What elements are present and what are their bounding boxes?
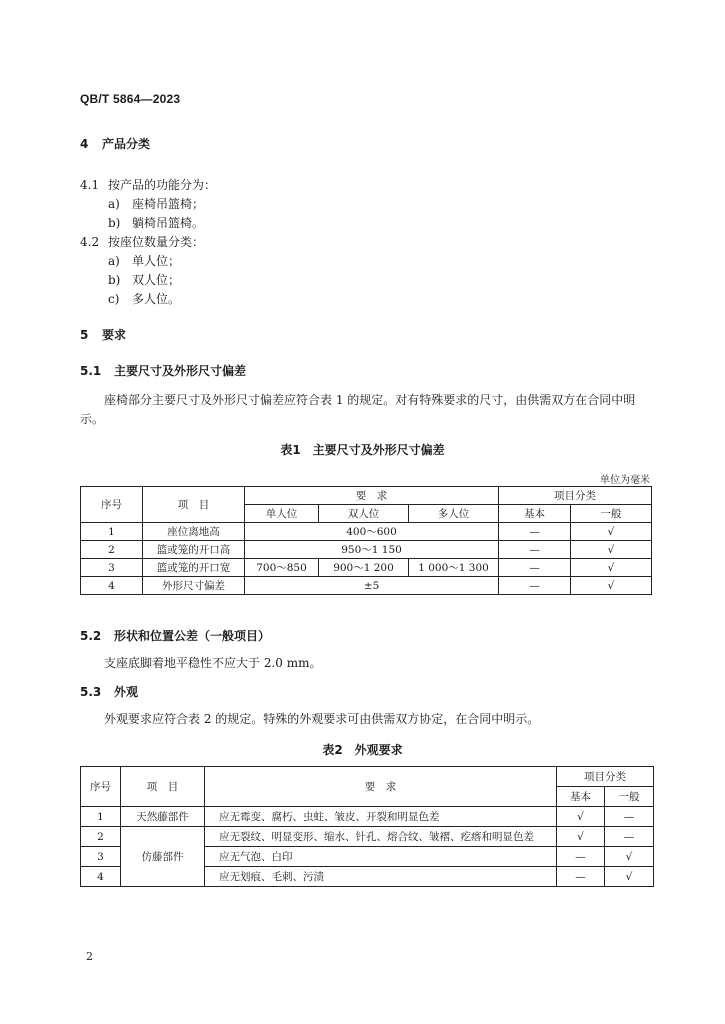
cell-requirement: 950～1 150 xyxy=(245,541,499,559)
cell-requirement: 应无裂纹、明显变形、缩水、针孔、熔合纹、皱褶、疙瘩和明显色差 xyxy=(205,827,557,847)
cell-requirement: 应无划痕、毛刺、污渍 xyxy=(205,867,557,887)
table-row xyxy=(81,523,652,541)
list-marker: c) xyxy=(108,292,120,306)
section-number: 5 xyxy=(80,328,89,342)
table-label: 表2 xyxy=(322,743,343,757)
cell-double: 900～1 200 xyxy=(319,559,409,577)
clause-title: 主要尺寸及外形尺寸偏差 xyxy=(114,364,247,378)
table-caption: 外观要求 xyxy=(354,743,403,757)
cell-item: 外形尺寸偏差 xyxy=(143,577,245,595)
header-basic: 基本 xyxy=(499,505,571,523)
cell-general: √ xyxy=(571,559,652,577)
header-general: 一般 xyxy=(605,787,654,807)
table-row xyxy=(81,827,654,847)
section-title: 产品分类 xyxy=(102,137,151,151)
header-general: 一般 xyxy=(571,505,652,523)
cell-seq: 2 xyxy=(81,827,121,847)
clause-text: 按座位数量分类： xyxy=(108,235,205,249)
cell-basic: √ xyxy=(557,807,605,827)
header-requirement: 要 求 xyxy=(245,487,499,505)
cell-basic: — xyxy=(499,559,571,577)
header-single: 单人位 xyxy=(245,505,319,523)
table-row xyxy=(81,807,654,827)
list-text: 躺椅吊篮椅。 xyxy=(132,216,205,230)
clause-text: 按产品的功能分为： xyxy=(108,178,217,192)
section-title: 要求 xyxy=(102,328,127,342)
clause-5-2-paragraph: 支座底脚着地平稳性不应大于 2.0 mm。 xyxy=(104,656,322,670)
header-category: 项目分类 xyxy=(499,487,652,505)
cell-basic: — xyxy=(557,847,605,867)
table-label: 表1 xyxy=(280,443,301,457)
clause-number: 5.1 xyxy=(80,364,102,378)
list-marker: a) xyxy=(108,254,120,268)
clause-number: 4.1 xyxy=(80,178,100,192)
cell-seq: 4 xyxy=(81,577,143,595)
cell-item: 篮或笼的开口宽 xyxy=(143,559,245,577)
header-seq: 序号 xyxy=(81,767,121,807)
cell-general: — xyxy=(605,827,654,847)
clause-5-3-paragraph: 外观要求应符合表 2 的规定。特殊的外观要求可由供需双方协定，在合同中明示。 xyxy=(104,712,540,726)
cell-basic: — xyxy=(557,867,605,887)
clause-5-1-heading xyxy=(80,363,246,379)
table-2-title xyxy=(0,741,725,758)
table-1-unit: 单位为毫米 xyxy=(600,475,650,486)
clause-title: 形状和位置公差（一般项目） xyxy=(114,629,271,643)
cell-basic: — xyxy=(499,541,571,559)
header-category: 项目分类 xyxy=(557,767,654,787)
list-item xyxy=(108,272,180,288)
cell-item: 天然藤部件 xyxy=(121,807,205,827)
cell-multi: 1 000～1 300 xyxy=(409,559,499,577)
clause-number: 5.2 xyxy=(80,629,102,643)
cell-seq: 1 xyxy=(81,523,143,541)
clause-number: 5.3 xyxy=(80,685,102,699)
cell-seq: 4 xyxy=(81,867,121,887)
table-row xyxy=(81,577,652,595)
standard-code: QB/T 5864—2023 xyxy=(80,92,181,106)
cell-requirement: ±5 xyxy=(245,577,499,595)
header-item: 项 目 xyxy=(143,487,245,523)
cell-general: √ xyxy=(571,541,652,559)
table-row xyxy=(81,559,652,577)
list-marker: b) xyxy=(108,216,121,230)
cell-requirement: 应无气泡、白印 xyxy=(205,847,557,867)
cell-general: — xyxy=(605,807,654,827)
list-text: 单人位； xyxy=(132,254,181,268)
cell-general: √ xyxy=(571,523,652,541)
clause-4-2 xyxy=(80,234,204,250)
clause-title: 外观 xyxy=(114,685,139,699)
header-double: 双人位 xyxy=(319,505,409,523)
clause-5-3-heading xyxy=(80,684,138,700)
header-item: 项 目 xyxy=(121,767,205,807)
list-text: 座椅吊篮椅； xyxy=(132,197,205,211)
cell-seq: 1 xyxy=(81,807,121,827)
table-header-row xyxy=(81,487,652,505)
list-marker: b) xyxy=(108,273,121,287)
cell-basic: √ xyxy=(557,827,605,847)
cell-item: 仿藤部件 xyxy=(121,827,205,887)
section-5-heading xyxy=(80,327,126,343)
cell-seq: 2 xyxy=(81,541,143,559)
clause-4-1 xyxy=(80,177,216,193)
list-text: 双人位； xyxy=(132,273,181,287)
cell-seq: 3 xyxy=(81,847,121,867)
list-item xyxy=(108,196,204,212)
table-1-title xyxy=(0,441,725,458)
header-basic: 基本 xyxy=(557,787,605,807)
cell-general: √ xyxy=(605,847,654,867)
header-multi: 多人位 xyxy=(409,505,499,523)
header-seq: 序号 xyxy=(81,487,143,523)
cell-basic: — xyxy=(499,523,571,541)
page-number: 2 xyxy=(86,950,93,963)
table-row xyxy=(81,541,652,559)
table-caption: 主要尺寸及外形尺寸偏差 xyxy=(312,443,445,457)
cell-requirement: 应无霉变、腐朽、虫蛀、皱皮、开裂和明显色差 xyxy=(205,807,557,827)
list-item xyxy=(108,215,204,231)
section-number: 4 xyxy=(80,137,89,151)
list-item xyxy=(108,253,180,269)
section-4-heading xyxy=(80,136,150,152)
clause-5-2-heading xyxy=(80,628,270,644)
table-header-row xyxy=(81,767,654,787)
cell-general: √ xyxy=(605,867,654,887)
clause-5-1-paragraph: 座椅部分主要尺寸及外形尺寸偏差应符合表 1 的规定。对有特殊要求的尺寸，由供需双方在合同中明示。 xyxy=(80,393,636,426)
cell-single: 700～850 xyxy=(245,559,319,577)
clause-number: 4.2 xyxy=(80,235,100,249)
cell-basic: — xyxy=(499,577,571,595)
list-marker: a) xyxy=(108,197,120,211)
cell-requirement: 400～600 xyxy=(245,523,499,541)
header-requirement: 要 求 xyxy=(205,767,557,807)
table-2 xyxy=(80,766,654,887)
cell-seq: 3 xyxy=(81,559,143,577)
table-1 xyxy=(80,486,652,595)
list-item xyxy=(108,291,180,307)
cell-item: 篮或笼的开口高 xyxy=(143,541,245,559)
cell-general: √ xyxy=(571,577,652,595)
cell-item: 座位离地高 xyxy=(143,523,245,541)
list-text: 多人位。 xyxy=(132,292,181,306)
